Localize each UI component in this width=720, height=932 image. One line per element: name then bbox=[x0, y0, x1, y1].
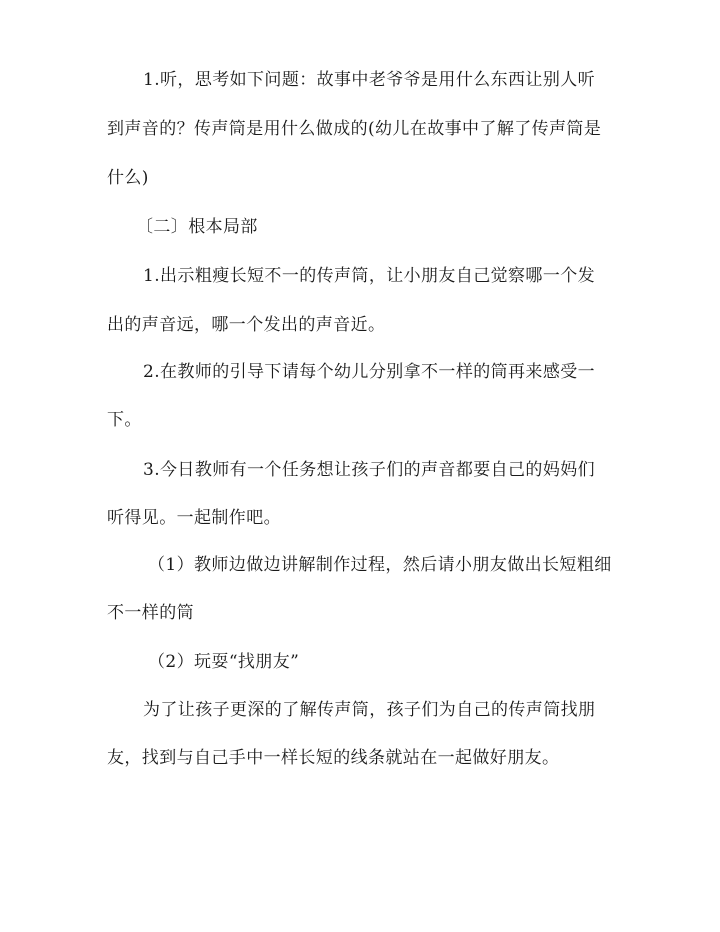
text-line-12: 不一样的筒 bbox=[107, 603, 194, 623]
text-line-6: 出的声音远，哪一个发出的声音近。 bbox=[107, 315, 386, 335]
text-line-15: 友，找到与自己手中一样长短的线条就站在一起做好朋友。 bbox=[107, 748, 560, 768]
text-line-10: 听得见。一起制作吧。 bbox=[107, 508, 281, 528]
text-line-14: 为了让孩子更深的了解传声筒，孩子们为自己的传声筒找朋 bbox=[143, 700, 596, 720]
section-heading: 〔二〕根本局部 bbox=[136, 217, 258, 237]
text-line-7: 2.在教师的引导下请每个幼儿分别拿不一样的筒再来感受一 bbox=[143, 362, 596, 382]
text-line-3: 什么) bbox=[107, 168, 149, 188]
text-line-13: （2）玩耍“找朋友” bbox=[148, 652, 300, 672]
text-line-2: 到声音的？传声筒是用什么做成的(幼儿在故事中了解了传声筒是 bbox=[107, 119, 602, 139]
text-line-9: 3.今日教师有一个任务想让孩子们的声音都要自己的妈妈们 bbox=[143, 460, 596, 480]
text-line-5: 1.出示粗瘦长短不一的传声筒，让小朋友自己觉察哪一个发 bbox=[143, 266, 596, 286]
text-line-1: 1.听，思考如下问题：故事中老爷爷是用什么东西让别人听 bbox=[143, 70, 596, 90]
text-line-8: 下。 bbox=[107, 410, 142, 430]
text-line-11: （1）教师边做边讲解制作过程，然后请小朋友做出长短粗细 bbox=[148, 555, 612, 575]
